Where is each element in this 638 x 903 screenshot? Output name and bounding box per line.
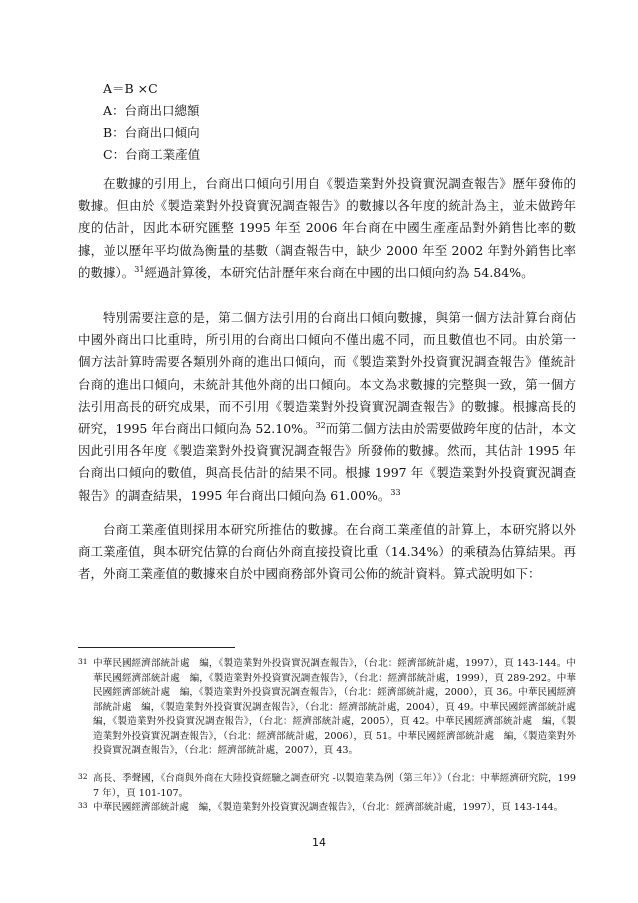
footnote-32: [78, 772, 576, 801]
paragraph-text: 特別需要注意的是，第二個方法引用的台商出口傾向數據，與第一個方法計算台商佔中國外商出口比重時，所引用的台商出口傾向不僅出處不同，而且數值也不同。由於第一個方法計算時需要各類別外商的進出口傾向，而《製造業對外投資實況調查報告》僅統計台商的進出口傾向，未統計其他外商的出口傾向。本文為求數據的完整與一致，第一個方法引用高長的研究成果，而不引用《製造業對外投資實況調查報告》的數據。根據高長的研究，1995 年台商出口傾向為 52.10%。: [78, 310, 576, 437]
page-number: 14: [312, 836, 326, 849]
footnote-text: 中華民國經濟部統計處 編，《製造業對外投資實況調查報告》，（台北：經濟部統計處，1997），頁 143-144。: [93, 802, 564, 813]
paragraph-data-citation: [78, 173, 576, 284]
footnote-number: 31: [78, 657, 88, 666]
footnote-ref[interactable]: 32: [315, 420, 326, 430]
formula-definition-b: B：台商出口傾向: [103, 125, 200, 140]
formula-definition-a: A：台商出口總額: [103, 103, 200, 118]
paragraph-industrial-output: 台商工業產值則採用本研究所推估的數據。在台商工業產值的計算上，本研究將以外商工業產值，與本研究估算的台商佔外商直接投資比重（14.34%）的乘積為估算結果。再者，外商工業產值的數據來自於中國商務部外資司公佈的統計資料。算式說明如下：: [78, 522, 576, 582]
footnote-number: 33: [78, 801, 88, 810]
footnote-divider: [78, 647, 235, 648]
formula-equation: A＝B ×C: [103, 81, 158, 96]
footnote-text: 中華民國經濟部統計處 編，《製造業對外投資實況調查報告》，（台北：經濟部統計處，1997），頁 143-144。中華民國經濟部統計處 編，《製造業對外投資實況調查報告》，（台北：經濟部統計處，1999），頁 289-292。中華民國經濟部統計處 編，《製造業對外投資實況調查報告》，（台北：經濟部統計處，2000），頁 36。中華民國經濟部統計處 編，《製造業對外投資實況調查報告》，（台北：經濟部統計處，2004），頁 49。中華民國經濟部統計處 編，《製造業對外投資實況調查報告》，（台北：經濟部統計處，2005），頁 42。中華民國經濟部統計處 編，《製造業對外投資實況調查報告》，（台北：經濟部統計處，2006），頁 51。中華民國經濟部統計處 編，《製造業對外投資實況調查報告》，（台北：經濟部統計處，2007），頁 43。: [93, 658, 586, 756]
footnote-31: [78, 657, 586, 759]
paragraph-method-note: [78, 307, 576, 507]
footnote-ref[interactable]: 33: [390, 487, 401, 497]
footnote-33: [78, 801, 576, 816]
footnote-ref[interactable]: 31: [134, 264, 145, 274]
footnote-number: 32: [78, 772, 88, 781]
paragraph-text: 經過計算後，本研究估計歷年來台商在中國的出口傾向約為 54.84%。: [144, 264, 534, 280]
footnote-text: 高長、季聲國，《台商與外商在大陸投資經驗之調查研究 -以製造業為例（第三年）》（台北：中華經濟研究院，1997 年），頁 101-107。: [93, 773, 576, 799]
formula-definition-c: C：台商工業產值: [103, 147, 201, 162]
paragraph-text: 而第二個方法由於需要做跨年度的估計，本文因此引用各年度《製造業對外投資實況調查報告》所發佈的數據。然而，其估計 1995 年台商出口傾向的數值，與高長估計的結果不同。根據 1997 年《製造業對外投資實況調查報告》的調查結果，1995 年台商出口傾向為 61.00%。: [78, 421, 576, 503]
paragraph-text: 在數據的引用上，台商出口傾向引用自《製造業對外投資實況調查報告》歷年發佈的數據。但由於《製造業對外投資實況調查報告》的數據以各年度的統計為主，並未做跨年度的估計，因此本研究匯整 1995 年至 2006 年台商在中國生產產品對外銷售比率的數據，並以歷年平均做為衡量的基數（調查報告中，缺少 2000 年至 2002 年對外銷售比率的數據）。: [78, 176, 576, 280]
